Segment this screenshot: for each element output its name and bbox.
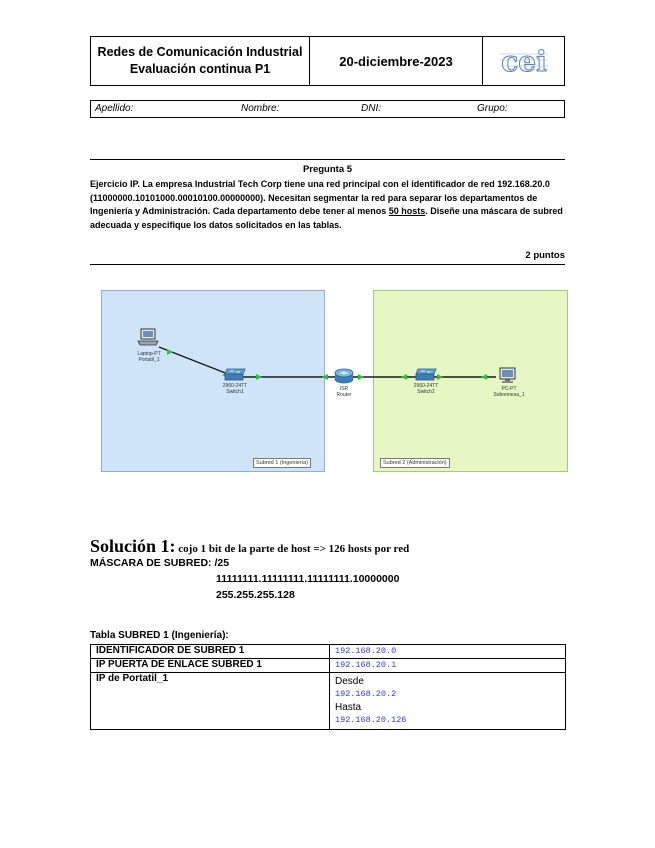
table-row bbox=[91, 645, 566, 659]
table-row bbox=[91, 659, 566, 673]
dni-label: DNI: bbox=[361, 103, 381, 114]
subnet2-label: Subred 2 (Administración) bbox=[380, 458, 450, 468]
gateway-key: IP PUERTA DE ENLACE SUBRED 1 bbox=[91, 659, 330, 673]
table-caption: Tabla SUBRED 1 (Ingeniería): bbox=[90, 630, 229, 641]
course-title: Redes de Comunicación Industrial bbox=[97, 45, 303, 59]
school-logo bbox=[483, 37, 564, 85]
port-indicator bbox=[256, 374, 262, 380]
student-info-row bbox=[90, 100, 565, 118]
question-text: Ejercicio IP. La empresa Industrial Tech Corp tiene una red principal con el identificador de red 192.168.20.0 (11000000.10101000.00010100.00000000). Necesitan segmentar la red para separar los departamentos de Ingeniería y Administración. Cada departamento debe tener al menos 50 hosts. Diseñe una máscara de subred adecuada y especifique los datos solicitados en las tablas. bbox=[90, 179, 563, 230]
cei-logo-icon bbox=[496, 44, 552, 78]
network-diagram bbox=[101, 290, 571, 475]
mask-decimal: 255.255.255.128 bbox=[216, 589, 295, 601]
portatil-ip-value[interactable] bbox=[330, 673, 566, 730]
gateway-value[interactable]: 192.168.20.1 bbox=[330, 659, 566, 673]
router-label: ISR Router bbox=[336, 386, 352, 398]
subnet1-label: Subred 1 (Ingeniería) bbox=[253, 458, 311, 468]
laptop-label: Laptop-PT Portatil_1 bbox=[137, 351, 161, 363]
port-indicator bbox=[358, 374, 364, 380]
svg-text:cei: cei bbox=[500, 45, 547, 78]
subnet-id-value[interactable]: 192.168.20.0 bbox=[330, 645, 566, 659]
switch1-label: 2960-24TT Switch1 bbox=[222, 383, 248, 395]
question-bottom-rule bbox=[90, 264, 565, 265]
document-header bbox=[90, 36, 565, 86]
laptop-icon bbox=[137, 328, 159, 348]
port-indicator bbox=[481, 374, 487, 380]
to-label: Hasta bbox=[335, 702, 362, 713]
mask-label: MÁSCARA DE SUBRED: /25 bbox=[90, 557, 230, 569]
port-indicator bbox=[322, 374, 328, 380]
hosts-requirement: 50 hosts bbox=[388, 206, 426, 217]
pc-label: PC-PT Sobremesa_1 bbox=[493, 386, 525, 398]
portatil-ip-key: IP de Portatil_1 bbox=[91, 673, 330, 730]
router-icon bbox=[334, 368, 354, 384]
name-label: Nombre: bbox=[241, 103, 280, 114]
course-title-cell bbox=[91, 37, 310, 85]
solution-heading: Solución 1: cojo 1 bit de la parte de host => 126 hosts por red bbox=[90, 536, 410, 556]
switch2-icon bbox=[415, 368, 437, 382]
table-row bbox=[91, 673, 566, 730]
exam-title: Evaluación continua P1 bbox=[129, 62, 271, 76]
question-points: 2 puntos bbox=[525, 250, 565, 261]
pc-icon bbox=[497, 367, 517, 385]
group-label: Grupo: bbox=[477, 103, 508, 114]
from-ip: 192.168.20.2 bbox=[335, 689, 397, 699]
port-indicator bbox=[437, 374, 443, 380]
subnet-id-key: IDENTIFICADOR DE SUBRED 1 bbox=[91, 645, 330, 659]
solution-note: cojo 1 bit de la parte de host => 126 hosts por red bbox=[175, 543, 410, 555]
port-indicator bbox=[401, 374, 407, 380]
question-top-rule bbox=[90, 159, 565, 160]
surname-label: Apellido: bbox=[95, 103, 134, 114]
mask-binary: 11111111.11111111.11111111.10000000 bbox=[216, 573, 400, 585]
switch1-icon bbox=[224, 368, 246, 382]
switch2-label: 2960-24TT Switch2 bbox=[413, 383, 439, 395]
subnet1-table bbox=[90, 644, 566, 730]
to-ip: 192.168.20.126 bbox=[335, 715, 407, 725]
from-label: Desde bbox=[335, 676, 364, 687]
exam-date: 20-diciembre-2023 bbox=[310, 37, 483, 85]
question-title: Pregunta 5 bbox=[302, 164, 353, 175]
